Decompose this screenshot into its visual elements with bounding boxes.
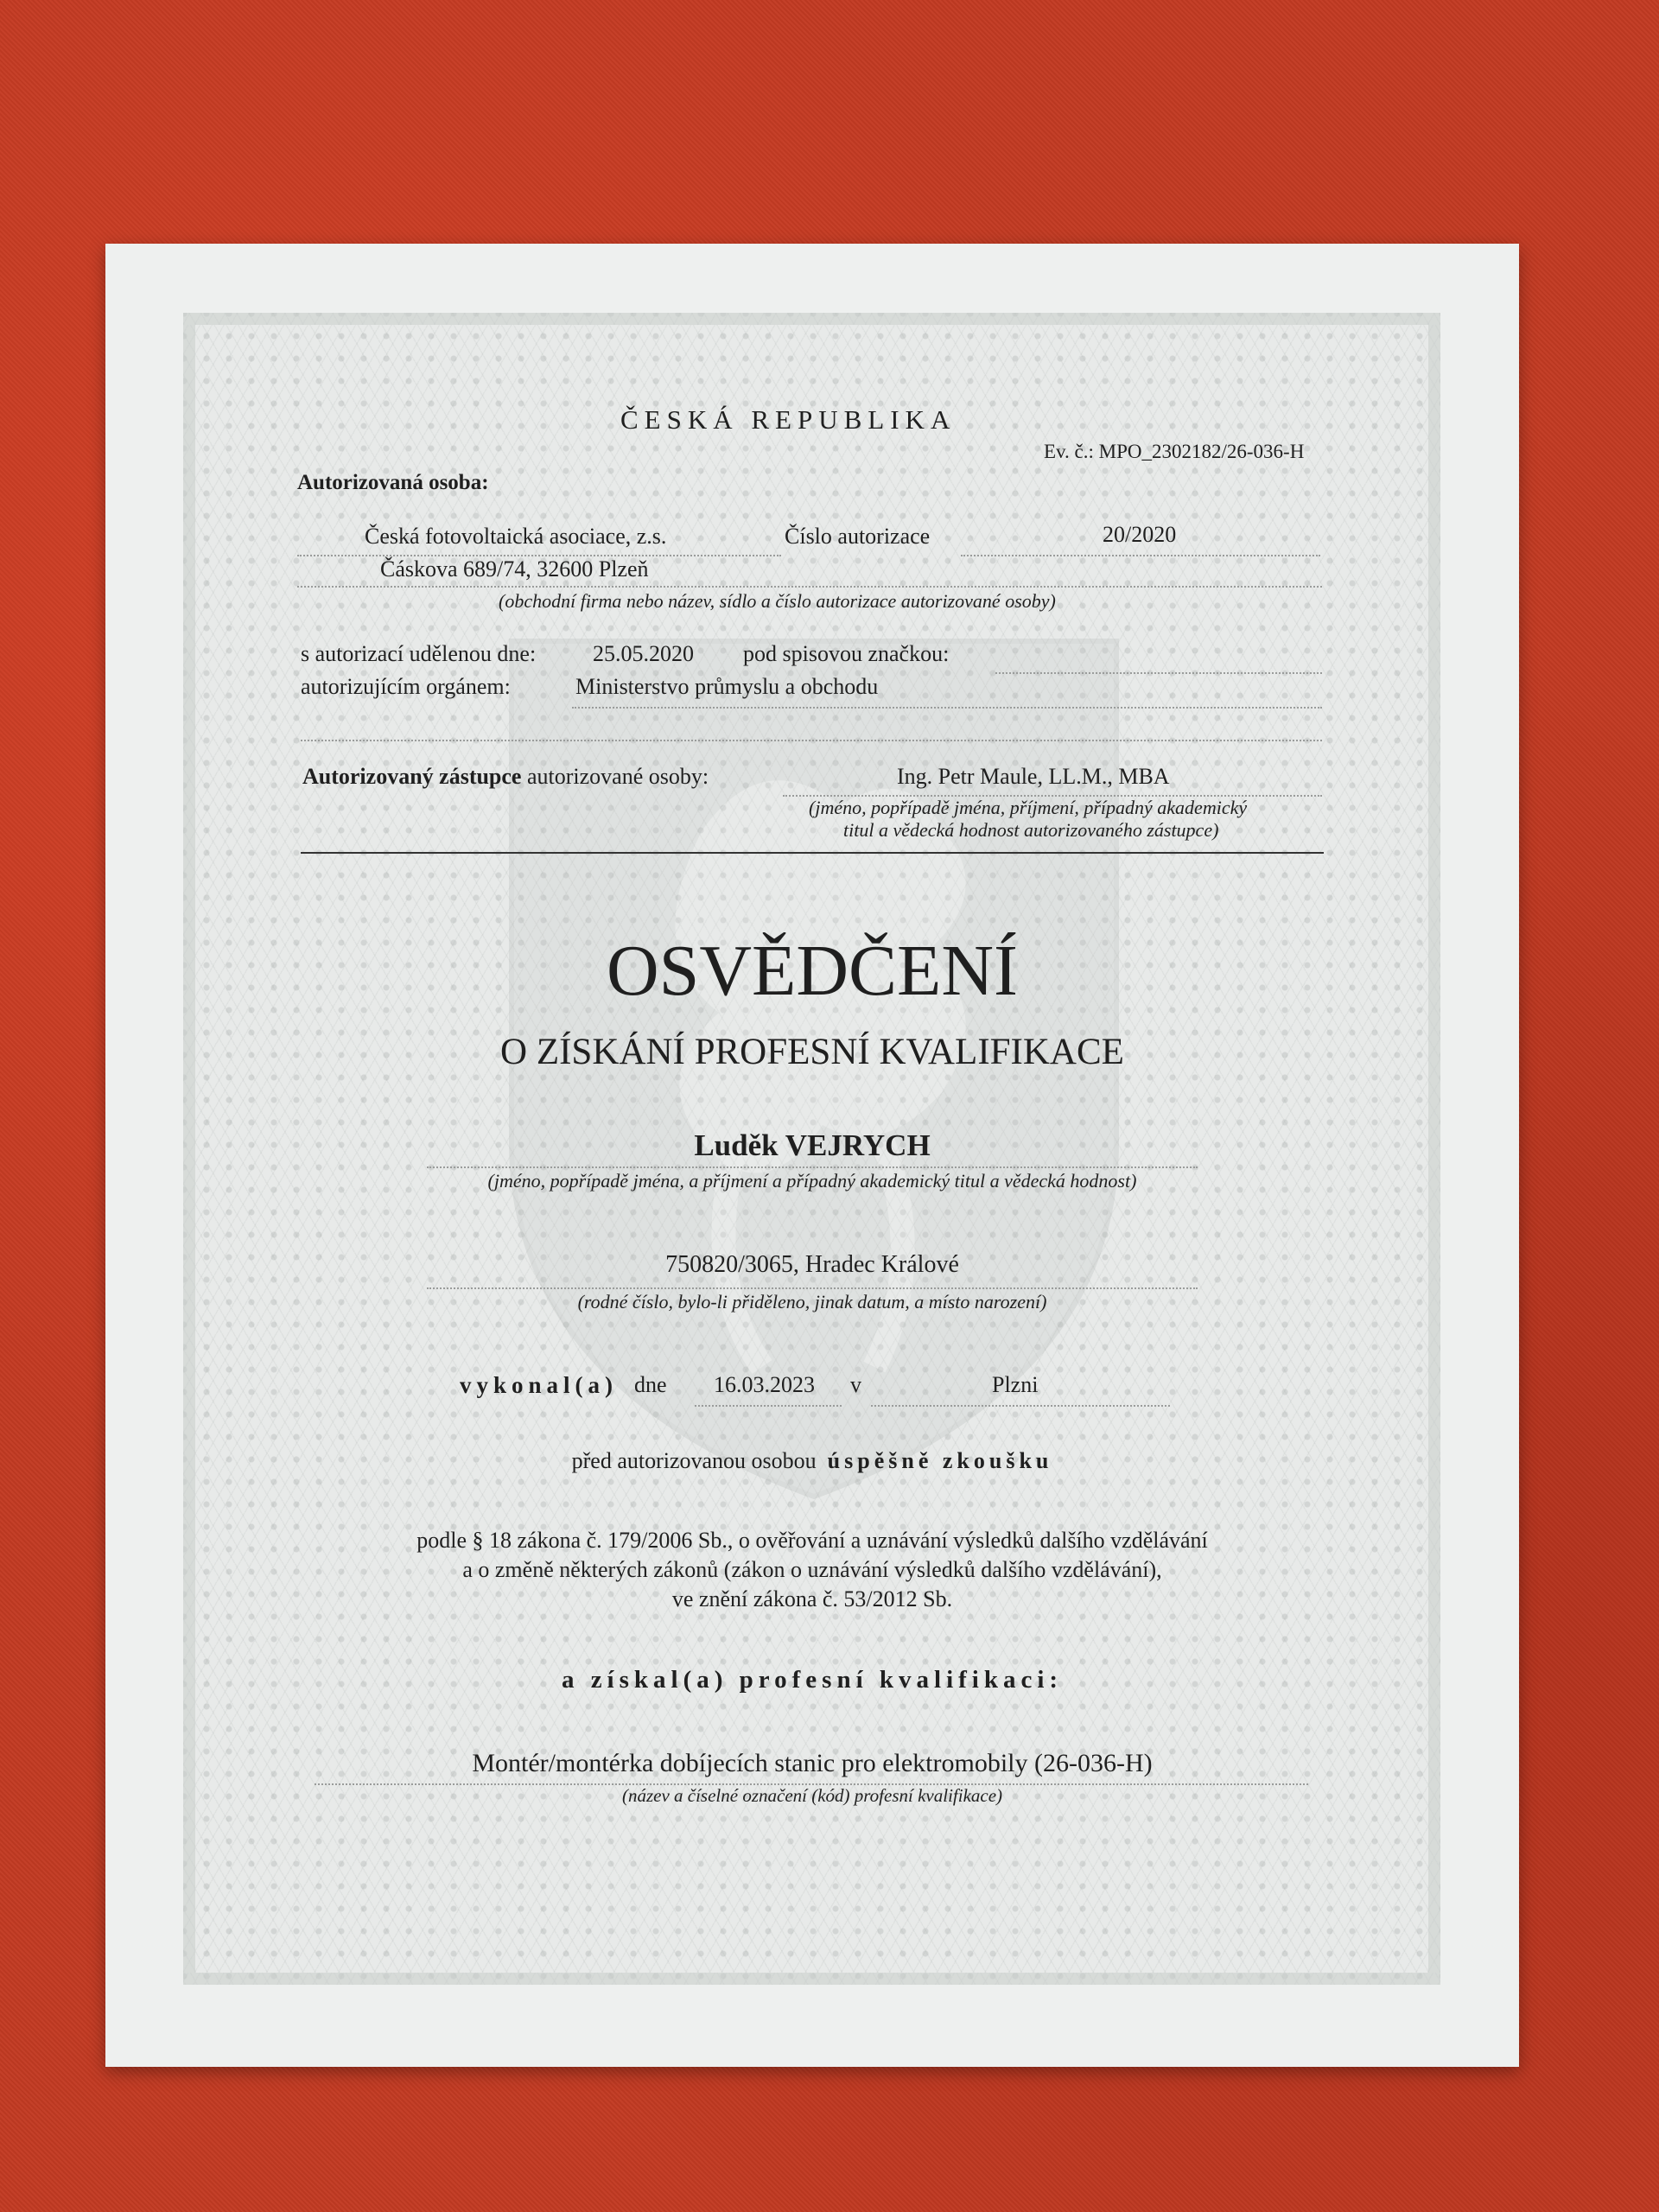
exam-dne-label: dne [634,1372,667,1397]
law-line-1: podle § 18 zákona č. 179/2006 Sb., o ověřování a uznávání výsledků dalšího vzdělávání [416,1528,1208,1553]
law-line-3: ve znění zákona č. 53/2012 Sb. [671,1586,953,1611]
authorized-person-address: Čáskova 689/74, 32600 Plzeň [380,556,649,582]
authorized-person-caption: (obchodní firma nebo název, sídlo a číslo autorizace autorizované osoby) [499,590,1056,612]
representative-label-rest: autorizované osoby: [526,764,709,789]
qualification-heading: a získal(a) profesní kvalifikaci: [561,1666,1064,1694]
authorization-number-value: 20/2020 [1103,522,1177,547]
exam-before-label [105,1450,1519,1472]
country-heading: ČESKÁ REPUBLIKA [620,404,957,435]
representative-caption-2: titul a vědecká hodnost autorizovaného zástupce) [843,819,1219,841]
empty-line [301,740,1322,741]
address-line [297,586,1322,588]
law-line-2: a o změně některých zákonů (zákon o uznávání výsledků dalšího vzdělávání), [462,1557,1162,1582]
certificate-title: OSVĚDČENÍ [607,931,1018,1011]
exam-date-line [695,1405,842,1407]
qualification-value: Montér/montérka dobíjecích stanic pro elektromobily (26-036-H) [472,1749,1153,1777]
exam-place: Plzni [992,1372,1039,1397]
certificate-subtitle: O ZÍSKÁNÍ PROFESNÍ KVALIFIKACE [500,1032,1124,1072]
certificate-paper [105,244,1519,2067]
evidence-number: Ev. č.: MPO_2302182/26-036-H [1044,441,1305,462]
authorization-number-label: Číslo autorizace [785,524,931,549]
file-reference-line [995,672,1322,674]
holder-birth: 750820/3065, Hradec Králové [665,1251,959,1278]
exam-before-text: před autorizovanou osobou [571,1448,817,1473]
authorization-number-line [961,555,1320,556]
holder-birth-caption: (rodné číslo, bylo-li přiděleno, jinak datum, a místo narození) [577,1291,1047,1313]
holder-birth-line [427,1287,1198,1289]
representative-value: Ing. Petr Maule, LL.M., MBA [897,764,1170,789]
representative-label [302,766,709,788]
holder-name: Luděk VEJRYCH [694,1128,931,1162]
representative-caption-1: (jméno, popřípadě jména, příjmení, případný akademický [809,797,1248,818]
authorization-date-label: s autorizací udělenou dne: [301,641,537,666]
header-separator [301,852,1324,854]
qualification-caption: (název a číselné označení (kód) profesní kvalifikace) [621,1785,1003,1806]
exam-completed-label: vykonal(a) [460,1372,619,1398]
authorizing-body-label: autorizujícím orgánem: [301,674,511,699]
authorizing-body-line [572,707,1322,709]
authorizing-body-value: Ministerstvo průmyslu a obchodu [575,674,879,699]
file-reference-label: pod spisovou značkou: [743,641,950,666]
exam-date: 16.03.2023 [714,1372,815,1397]
exam-v-label: v [850,1372,861,1397]
authorized-person-name: Česká fotovoltaická asociace, z.s. [365,524,667,549]
holder-name-line [427,1166,1198,1168]
authorization-date-value: 25.05.2020 [593,641,694,666]
representative-label-bold: Autorizovaný zástupce [302,764,522,789]
exam-success-text: úspěšně zkoušku [827,1448,1053,1473]
holder-name-caption: (jméno, popřípadě jména, a příjmení a případný akademický titul a vědecká hodnost) [487,1170,1137,1192]
authorized-person-label: Autorizovaná osoba: [297,471,489,494]
exam-place-line [871,1405,1170,1407]
